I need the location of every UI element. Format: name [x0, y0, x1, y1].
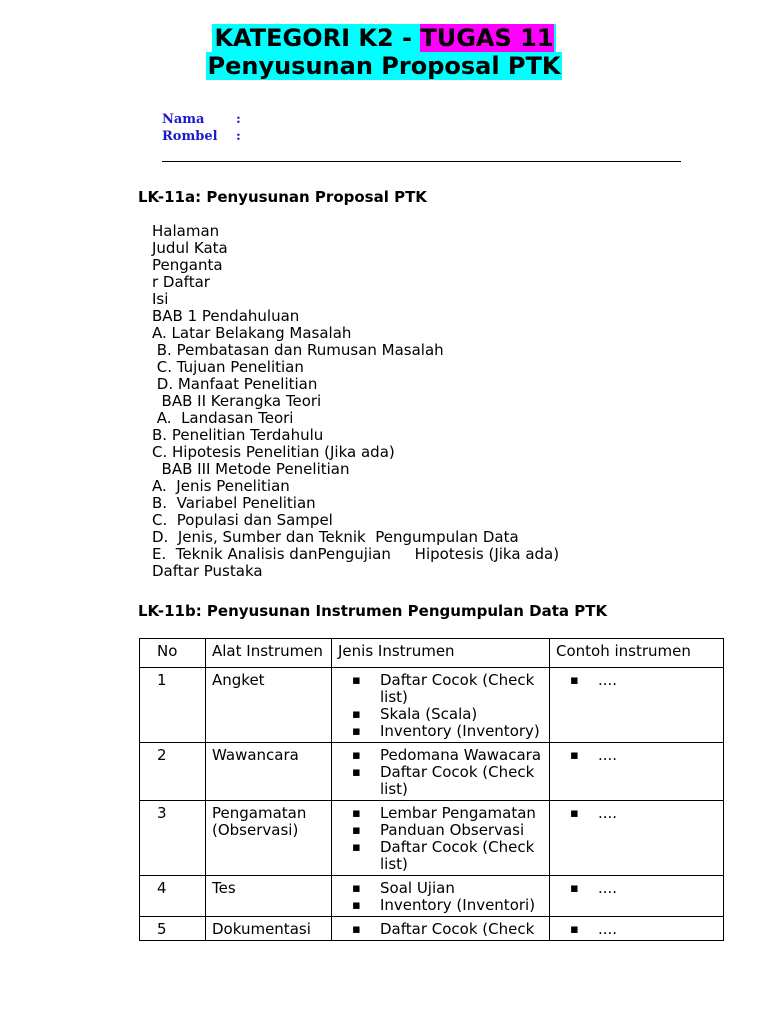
contoh-item: ▪ .... [570, 921, 717, 938]
row-jenis [332, 876, 550, 917]
outline-line: A. Latar Belakang Masalah [152, 324, 352, 342]
row-jenis [332, 668, 550, 743]
jenis-item: ▪ Daftar Cocok (Check list) [352, 764, 543, 798]
row-contoh [550, 743, 724, 801]
row-contoh [550, 801, 724, 876]
outline-line: C. Populasi dan Sampel [152, 511, 333, 529]
instrument-table [139, 638, 724, 941]
row-jenis [332, 743, 550, 801]
contoh-item: ▪ .... [570, 805, 717, 822]
nama-colon: : [236, 112, 241, 127]
row-alat: Pengamatan (Observasi) [206, 801, 332, 876]
outline-line: D. Manfaat Penelitian [152, 375, 318, 393]
header-no: No [140, 639, 206, 668]
contoh-item: ▪ .... [570, 880, 717, 897]
header-contoh: Contoh instrumen [550, 639, 724, 668]
section-a-heading: LK-11a: Penyusunan Proposal PTK [138, 188, 427, 206]
outline-line: B. Pembatasan dan Rumusan Masalah [152, 341, 444, 359]
jenis-list [338, 747, 543, 798]
row-contoh [550, 876, 724, 917]
table-row [140, 801, 724, 876]
jenis-list [338, 880, 543, 914]
outline-line: BAB II Kerangka Teori [152, 392, 322, 410]
outline-line: A. Jenis Penelitian [152, 477, 290, 495]
contoh-list [556, 747, 717, 764]
title-task: TUGAS 11 [420, 24, 554, 52]
contoh-list [556, 921, 717, 938]
contoh-list [556, 805, 717, 822]
row-no: 3 [140, 801, 206, 876]
table-row [140, 917, 724, 941]
outline-line: B. Penelitian Terdahulu [152, 426, 324, 444]
row-alat: Wawancara [206, 743, 332, 801]
outline-line: BAB III Metode Penelitian [152, 460, 350, 478]
outline-line: E. Teknik Analisis danPengujian Hipotesis (Jika ada) [152, 545, 560, 563]
jenis-item: ▪ Daftar Cocok (Check list) [352, 672, 543, 706]
row-jenis [332, 801, 550, 876]
jenis-item: ▪ Soal Ujian [352, 880, 543, 897]
jenis-list [338, 921, 543, 938]
table-row [140, 668, 724, 743]
outline-line: C. Hipotesis Penelitian (Jika ada) [152, 443, 395, 461]
jenis-item: ▪ Panduan Observasi [352, 822, 543, 839]
rombel-colon: : [236, 129, 241, 144]
contoh-list [556, 672, 717, 689]
separator-line [162, 161, 681, 162]
table-header-row [140, 639, 724, 668]
row-no: 1 [140, 668, 206, 743]
header-alat: Alat Instrumen [206, 639, 332, 668]
table-row [140, 876, 724, 917]
row-no: 2 [140, 743, 206, 801]
jenis-list [338, 805, 543, 873]
contoh-list [556, 880, 717, 897]
contoh-item: ▪ .... [570, 672, 717, 689]
jenis-item: ▪ Pedomana Wawacara [352, 747, 543, 764]
title-line-1 [0, 24, 768, 52]
outline-line: Judul Kata [152, 239, 228, 257]
table-row [140, 743, 724, 801]
row-no: 5 [140, 917, 206, 941]
section-b-heading: LK-11b: Penyusunan Instrumen Pengumpulan Data PTK [138, 602, 608, 620]
document-title [0, 24, 768, 80]
row-alat: Tes [206, 876, 332, 917]
jenis-item: ▪ Inventory (Inventori) [352, 897, 543, 914]
proposal-outline [152, 223, 559, 580]
row-contoh [550, 668, 724, 743]
row-no: 4 [140, 876, 206, 917]
rombel-label: Rombel [162, 129, 218, 144]
identity-fields [162, 111, 241, 145]
contoh-item: ▪ .... [570, 747, 717, 764]
row-alat: Angket [206, 668, 332, 743]
outline-line: r Daftar [152, 273, 210, 291]
row-contoh [550, 917, 724, 941]
outline-line: Daftar Pustaka [152, 562, 263, 580]
outline-line: D. Jenis, Sumber dan Teknik Pengumpulan Data [152, 528, 519, 546]
title-category: KATEGORI K2 - [214, 24, 421, 52]
title-line-2 [0, 52, 768, 80]
title-subject: Penyusunan Proposal PTK [207, 52, 561, 80]
jenis-item: ▪ Daftar Cocok (Check [352, 921, 543, 938]
outline-line: C. Tujuan Penelitian [152, 358, 304, 376]
outline-line: A. Landasan Teori [152, 409, 294, 427]
jenis-item: ▪ Skala (Scala) [352, 706, 543, 723]
jenis-item: ▪ Lembar Pengamatan [352, 805, 543, 822]
outline-line: B. Variabel Penelitian [152, 494, 316, 512]
header-jenis: Jenis Instrumen [332, 639, 550, 668]
nama-label: Nama [162, 112, 205, 127]
outline-line: Penganta [152, 256, 223, 274]
outline-line: Halaman [152, 222, 220, 240]
jenis-item: ▪ Daftar Cocok (Check list) [352, 839, 543, 873]
row-jenis [332, 917, 550, 941]
jenis-item: ▪ Inventory (Inventory) [352, 723, 543, 740]
outline-line: BAB 1 Pendahuluan [152, 307, 300, 325]
row-alat: Dokumentasi [206, 917, 332, 941]
outline-line: Isi [152, 290, 169, 308]
jenis-list [338, 672, 543, 740]
